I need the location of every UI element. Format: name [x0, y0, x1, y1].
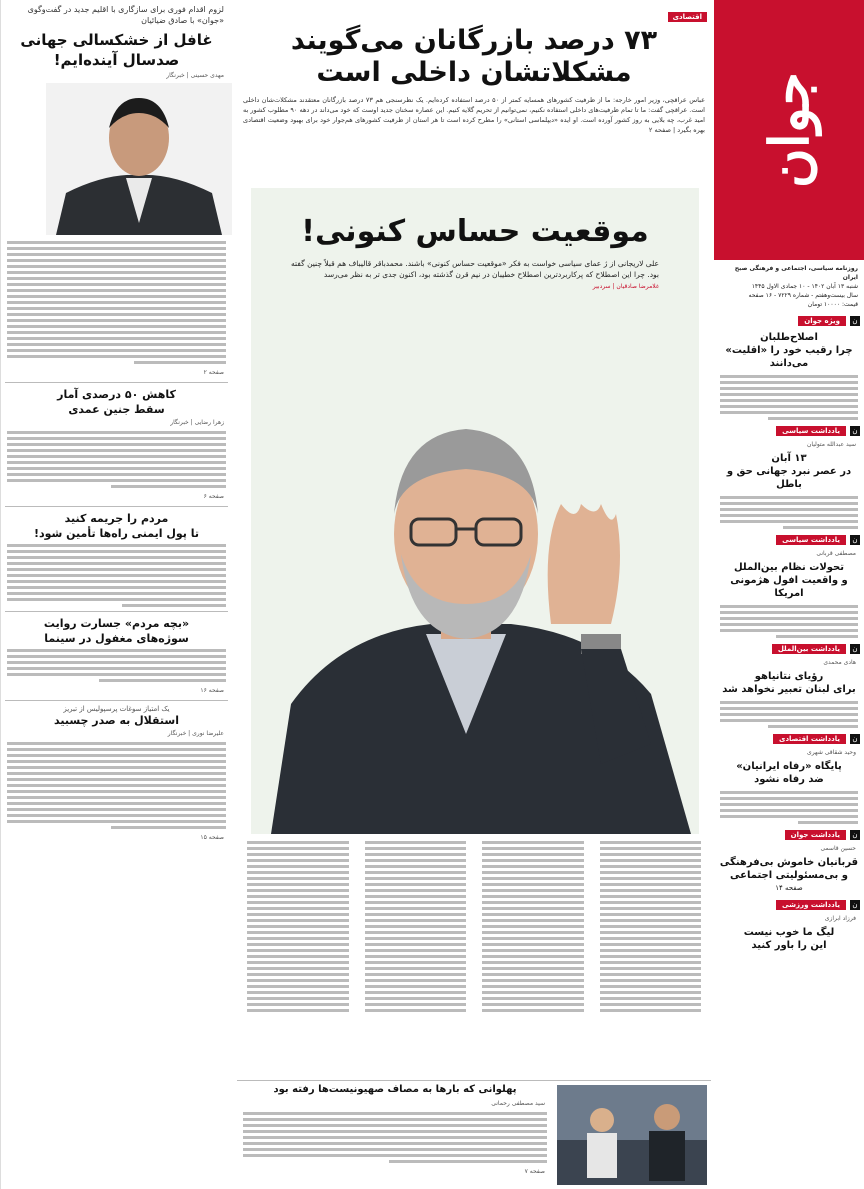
author: فرزاد ابرازی — [824, 915, 856, 922]
section-tag: یادداشت جوان — [785, 830, 846, 840]
headline[interactable]: و واقعیت افول هژمونی امریکا — [730, 575, 848, 599]
headline[interactable]: چرا رقیب خود را «اقلیت» می‌دانند — [725, 345, 853, 369]
page-ref: صفحه ۶ — [203, 493, 224, 500]
headline[interactable]: در عصر نبرد جهانی حق و باطل — [726, 466, 852, 490]
headline[interactable]: «بچه مردم» جسارت روایت — [43, 617, 190, 630]
feature-box — [251, 188, 699, 834]
headline[interactable]: سقط جنین عمدی — [68, 403, 165, 416]
section-tag: اقتصادی — [668, 12, 707, 22]
headline[interactable]: پایگاه «رفاه ایرانیان» — [736, 761, 842, 772]
headline[interactable]: تحولات نظام بین‌الملل — [734, 562, 844, 573]
section-tag: ویژه جوان — [798, 316, 846, 326]
headline[interactable]: غافل از خشکسالی جهانی — [20, 31, 213, 49]
body-text — [594, 838, 708, 1074]
headline[interactable]: اصلاح‌طلبان — [760, 332, 818, 343]
section-tag: یادداشت سیاسی — [776, 426, 846, 436]
top-headline-1[interactable]: ۷۳ درصد بازرگانان می‌گویند — [290, 25, 658, 56]
headline[interactable]: لیگ ما خوب نیست — [743, 927, 835, 938]
author: سید عبدالله متولیان — [806, 441, 856, 448]
wrestler-photo — [557, 1085, 707, 1185]
section-header — [714, 641, 864, 657]
top-lead: عباس عراقچی، وزیر امور خارجه: ما از ظرفیت کشورهای همسایه کمتر از ۵۰ درصد استفاده کرده‌ایم. یک نظرسنجی هم ۷۳ درصد بازرگانان معتقدند مشکلات‌شان داخلی است. عراقچی گفت: ما تا تمام ظرفیت‌های داخلی استفاده نکنیم، نمی‌توانیم از تحریم گلایه کنیم. این عصاره سخنان جدید اوست که خود می‌داند در دهه ۹۰ مطلوب کشور به امید غرب، چه بلایی به روز کشور آورده است. او ایده «دیپلماسی استانی» را مطرح کرده است تا هر استان از ظرفیت کشورهای هم‌جوار خود برای بهبود وضعیت اقتصادی بهره بگیرد | صفحه ۲ — [243, 96, 705, 134]
headline[interactable]: سوژه‌های مغفول در سینما — [44, 632, 189, 645]
headline[interactable]: قربانیان خاموش بی‌فرهنگی — [719, 857, 859, 868]
headline[interactable]: ضد رفاه نشود — [754, 774, 824, 785]
byline: زهرا رضایی | خبرنگار — [170, 419, 224, 426]
brand-mark-icon: ن — [850, 316, 860, 326]
masthead-logo: جوان — [757, 72, 821, 188]
headline[interactable]: ۱۳ آبان — [771, 453, 807, 464]
headline[interactable]: این را باور کنید — [751, 940, 827, 951]
author: مصطفی قربانی — [816, 550, 856, 557]
section-header — [714, 897, 864, 913]
byline: مهدی حسینی | خبرنگار — [166, 72, 224, 79]
left-column — [0, 0, 232, 1189]
body-text — [714, 791, 864, 824]
page-ref: صفحه ۲ — [203, 369, 224, 376]
page-ref: صفحه ۷ — [524, 1168, 545, 1175]
body-text — [476, 838, 590, 1074]
interview-photo — [46, 83, 232, 235]
body-text — [359, 838, 473, 1074]
brand-mark-icon: ن — [850, 426, 860, 436]
body-text — [1, 742, 232, 829]
section-tag: یادداشت سیاسی — [776, 535, 846, 545]
masthead-date: شنبه ۱۳ آبان ۱۴۰۲ - ۱۰ جمادی الاول ۱۴۴۵ — [751, 283, 858, 290]
section-header — [714, 423, 864, 439]
page-ref: صفحه ۱۴ — [775, 884, 803, 892]
bottom-story — [237, 1080, 711, 1189]
lower-text-area — [237, 838, 711, 1074]
center-column — [237, 0, 711, 1189]
section-tag: یادداشت بین‌الملل — [772, 644, 846, 654]
section-header — [714, 731, 864, 747]
brand-mark-icon: ن — [850, 734, 860, 744]
right-column — [714, 0, 864, 1189]
section-tag: یادداشت ورزشی — [776, 900, 846, 910]
headline[interactable]: برای لبنان تعبیر نخواهد شد — [722, 684, 856, 695]
body-text — [1, 241, 232, 364]
top-headline-2[interactable]: مشکلاتشان داخلی است — [316, 57, 632, 88]
headline[interactable]: و بی‌مسئولیتی اجتماعی — [730, 870, 848, 881]
brand-mark-icon: ن — [850, 830, 860, 840]
masthead-price: قیمت: ۱۰۰۰۰ تومان — [807, 301, 858, 308]
brand-mark-icon: ن — [850, 900, 860, 910]
body-text — [714, 605, 864, 638]
body-text — [237, 1112, 553, 1163]
body-text — [714, 701, 864, 728]
brand-mark-icon: ن — [850, 535, 860, 545]
bottom-headline[interactable]: پهلوانی که بارها به مصاف صهیونیست‌ها رفته بود — [273, 1084, 517, 1095]
headline[interactable]: کاهش ۵۰ درصدی آمار — [57, 388, 176, 401]
headline[interactable]: تا پول ایمنی راه‌ها تأمین شود! — [33, 527, 200, 540]
masthead-tagline: روزنامه سیاسی، اجتماعی و فرهنگی صبح ایران — [734, 265, 858, 281]
page-ref: صفحه ۱۶ — [200, 687, 224, 694]
headline[interactable]: رؤیای نتانیاهو — [754, 671, 824, 682]
section-tag: یادداشت اقتصادی — [773, 734, 846, 744]
body-text — [1, 649, 232, 682]
author: حسین قاسمی — [820, 845, 856, 852]
kicker: یک امتیاز سوغات پرسپولیس از تبریز — [63, 705, 170, 713]
body-text — [714, 375, 864, 420]
kicker: لزوم اقدام فوری برای سازگاری با اقلیم جدید در گفت‌وگوی «جوان» با صادق ضیائیان — [27, 5, 224, 25]
brand-mark-icon: ن — [850, 644, 860, 654]
masthead-logo-block — [714, 0, 864, 260]
portrait-photo — [251, 304, 699, 834]
masthead-issue: سال بیست‌وهفتم - شماره ۷۲۲۹ - ۱۶ صفحه — [748, 292, 858, 299]
section-header — [714, 313, 864, 329]
author: هادی محمدی — [823, 659, 856, 666]
body-text — [1, 544, 232, 607]
page-ref: صفحه ۱۵ — [200, 834, 224, 841]
headline[interactable]: استقلال به صدر چسبید — [54, 714, 179, 727]
section-header — [714, 532, 864, 548]
bottom-byline: سید مصطفی رحمانی — [491, 1100, 545, 1107]
author: وحید شقاقی شهری — [807, 749, 856, 756]
byline: علیرضا نوری | خبرنگار — [167, 730, 224, 737]
headline[interactable]: مردم را جریمه کنید — [64, 512, 169, 525]
body-text — [714, 496, 864, 529]
headline[interactable]: صدسال آینده‌ایم! — [53, 51, 180, 69]
main-byline: غلامرضا صادقیان | سردبیر — [592, 283, 659, 290]
section-header — [714, 827, 864, 843]
body-text — [1, 431, 232, 488]
body-text — [241, 838, 355, 1074]
main-lead: علی لاریجانی از ژ عمای سیاسی خواست به فکر «موقعیت حساس کنونی» باشند. محمدباقر قالیباف هم قبلاً چنین گفته بود. چرا این اصطلاح که پرکاربردترین اصطلاح خطیبان در نیم قرن گذشته بود، اکنون جدی تر به نظر می‌رسد — [291, 259, 659, 279]
main-headline[interactable]: موقعیت حساس کنونی! — [301, 214, 649, 249]
